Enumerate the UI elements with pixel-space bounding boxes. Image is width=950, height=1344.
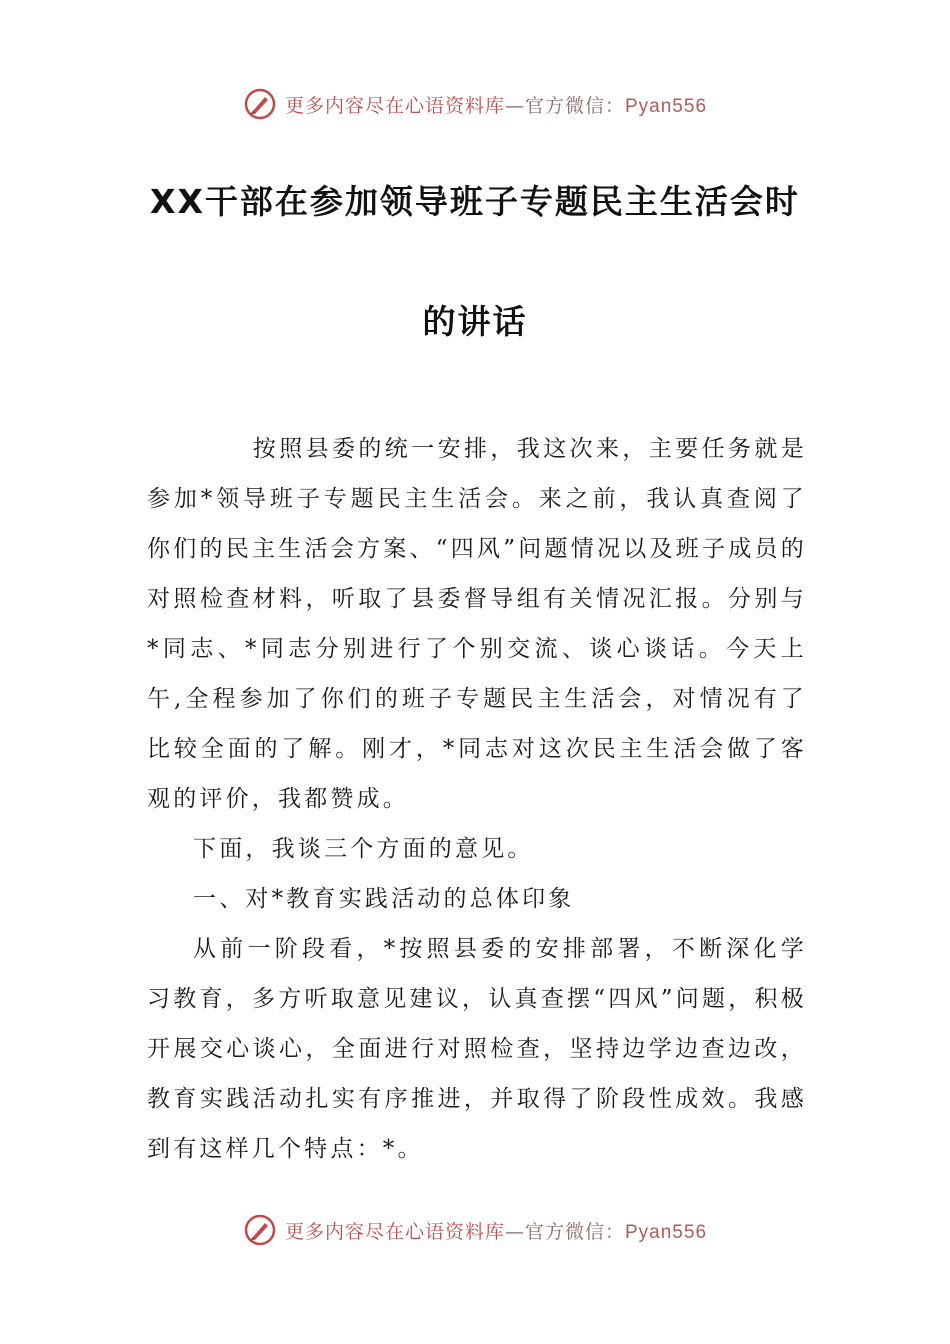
watermark-header [0,84,950,124]
paragraph: 从前一阶段看，*按照县委的安排部署，不断深化学习教育，多方听取意见建议，认真查摆“四风”问题，积极开展交心谈心，全面进行对照检查，坚持边学边查边改，教育实践活动扎实有序推进，并取得了阶段性成效。我感到有这样几个特点：*。 [147,936,807,1162]
paragraph: 按照县委的统一安排，我这次来，主要任务就是参加*领导班子专题民主生活会。来之前，我认真查阅了你们的民主生活会方案、“四风”问题情况以及班子成员的对照检查材料，听取了县委督导组有关情况汇报。分别与*同志、*同志分别进行了个别交流、谈心谈话。今天上午,全程参加了你们的班子专题民主生活会，对情况有了比较全面的了解。刚才，*同志对这次民主生活会做了客观的评价，我都赞成。 [147,436,807,812]
section-heading: 一、对*教育实践活动的总体印象 [193,886,575,912]
watermark-text: 更多内容尽在心语资料库—官方微信：Pyan556 [284,1220,708,1243]
pen-logo-icon [243,87,277,121]
document-title-line-1: XX干部在参加领导班子专题民主生活会时 [150,182,800,221]
document-body [147,424,807,1174]
document-title-line-2: 的讲话 [422,302,528,341]
paragraph: 下面，我谈三个方面的意见。 [193,836,534,862]
watermark-footer [0,1210,950,1250]
watermark-text: 更多内容尽在心语资料库—官方微信：Pyan556 [284,94,708,117]
pen-logo-icon [243,1213,277,1247]
